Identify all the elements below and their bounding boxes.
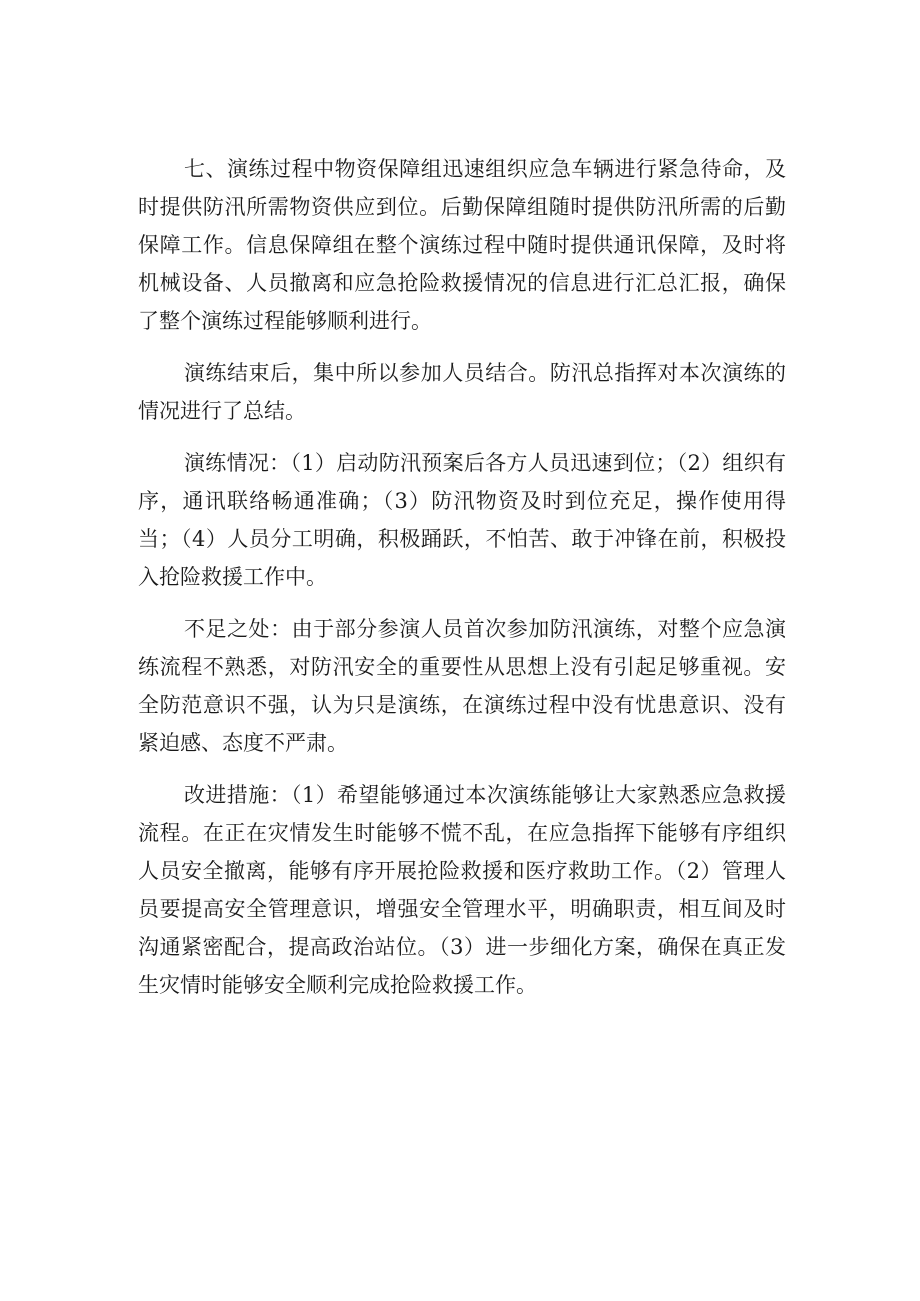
paragraph-improvements: 改进措施：（1）希望能够通过本次演练能够让大家熟悉应急救援流程。在正在灾情发生时能够不慌不乱，在应急指挥下能够有序组织人员安全撤离，能够有序开展抢险救援和医疗救助工作。（2）管理人员要提高安全管理意识，增强安全管理水平，明确职责，相互间及时沟通紧密配合，提高政治站位。（3）进一步细化方案，确保在真正发生灾情时能够安全顺利完成抢险救援工作。 — [138, 783, 786, 997]
paragraph-drill-summary: 演练结束后，集中所以参加人员结合。防汛总指挥对本次演练的情况进行了总结。 — [138, 361, 786, 423]
paragraph-drill-situation: 演练情况：（1）启动防汛预案后各方人员迅速到位；（2）组织有序，通讯联络畅通准确；（3）防汛物资及时到位充足，操作使用得当；（4）人员分工明确，积极踊跃，不怕苦、敢于冲锋在前，积极投入抢险救援工作中。 — [138, 451, 786, 589]
paragraph-logistics-support: 七、演练过程中物资保障组迅速组织应急车辆进行紧急待命，及时提供防汛所需物资供应到位。后勤保障组随时提供防汛所需的后勤保障工作。信息保障组在整个演练过程中随时提供通讯保障，及时将机械设备、人员撤离和应急抢险救援情况的信息进行汇总汇报，确保了整个演练过程能够顺利进行。 — [138, 157, 786, 333]
paragraph-shortcomings: 不足之处：由于部分参演人员首次参加防汛演练，对整个应急演练流程不熟悉，对防汛安全的重要性从思想上没有引起足够重视。安全防范意识不强，认为只是演练，在演练过程中没有忧患意识、没有紧迫感、态度不严肃。 — [138, 617, 786, 755]
document-body — [138, 150, 786, 1018]
